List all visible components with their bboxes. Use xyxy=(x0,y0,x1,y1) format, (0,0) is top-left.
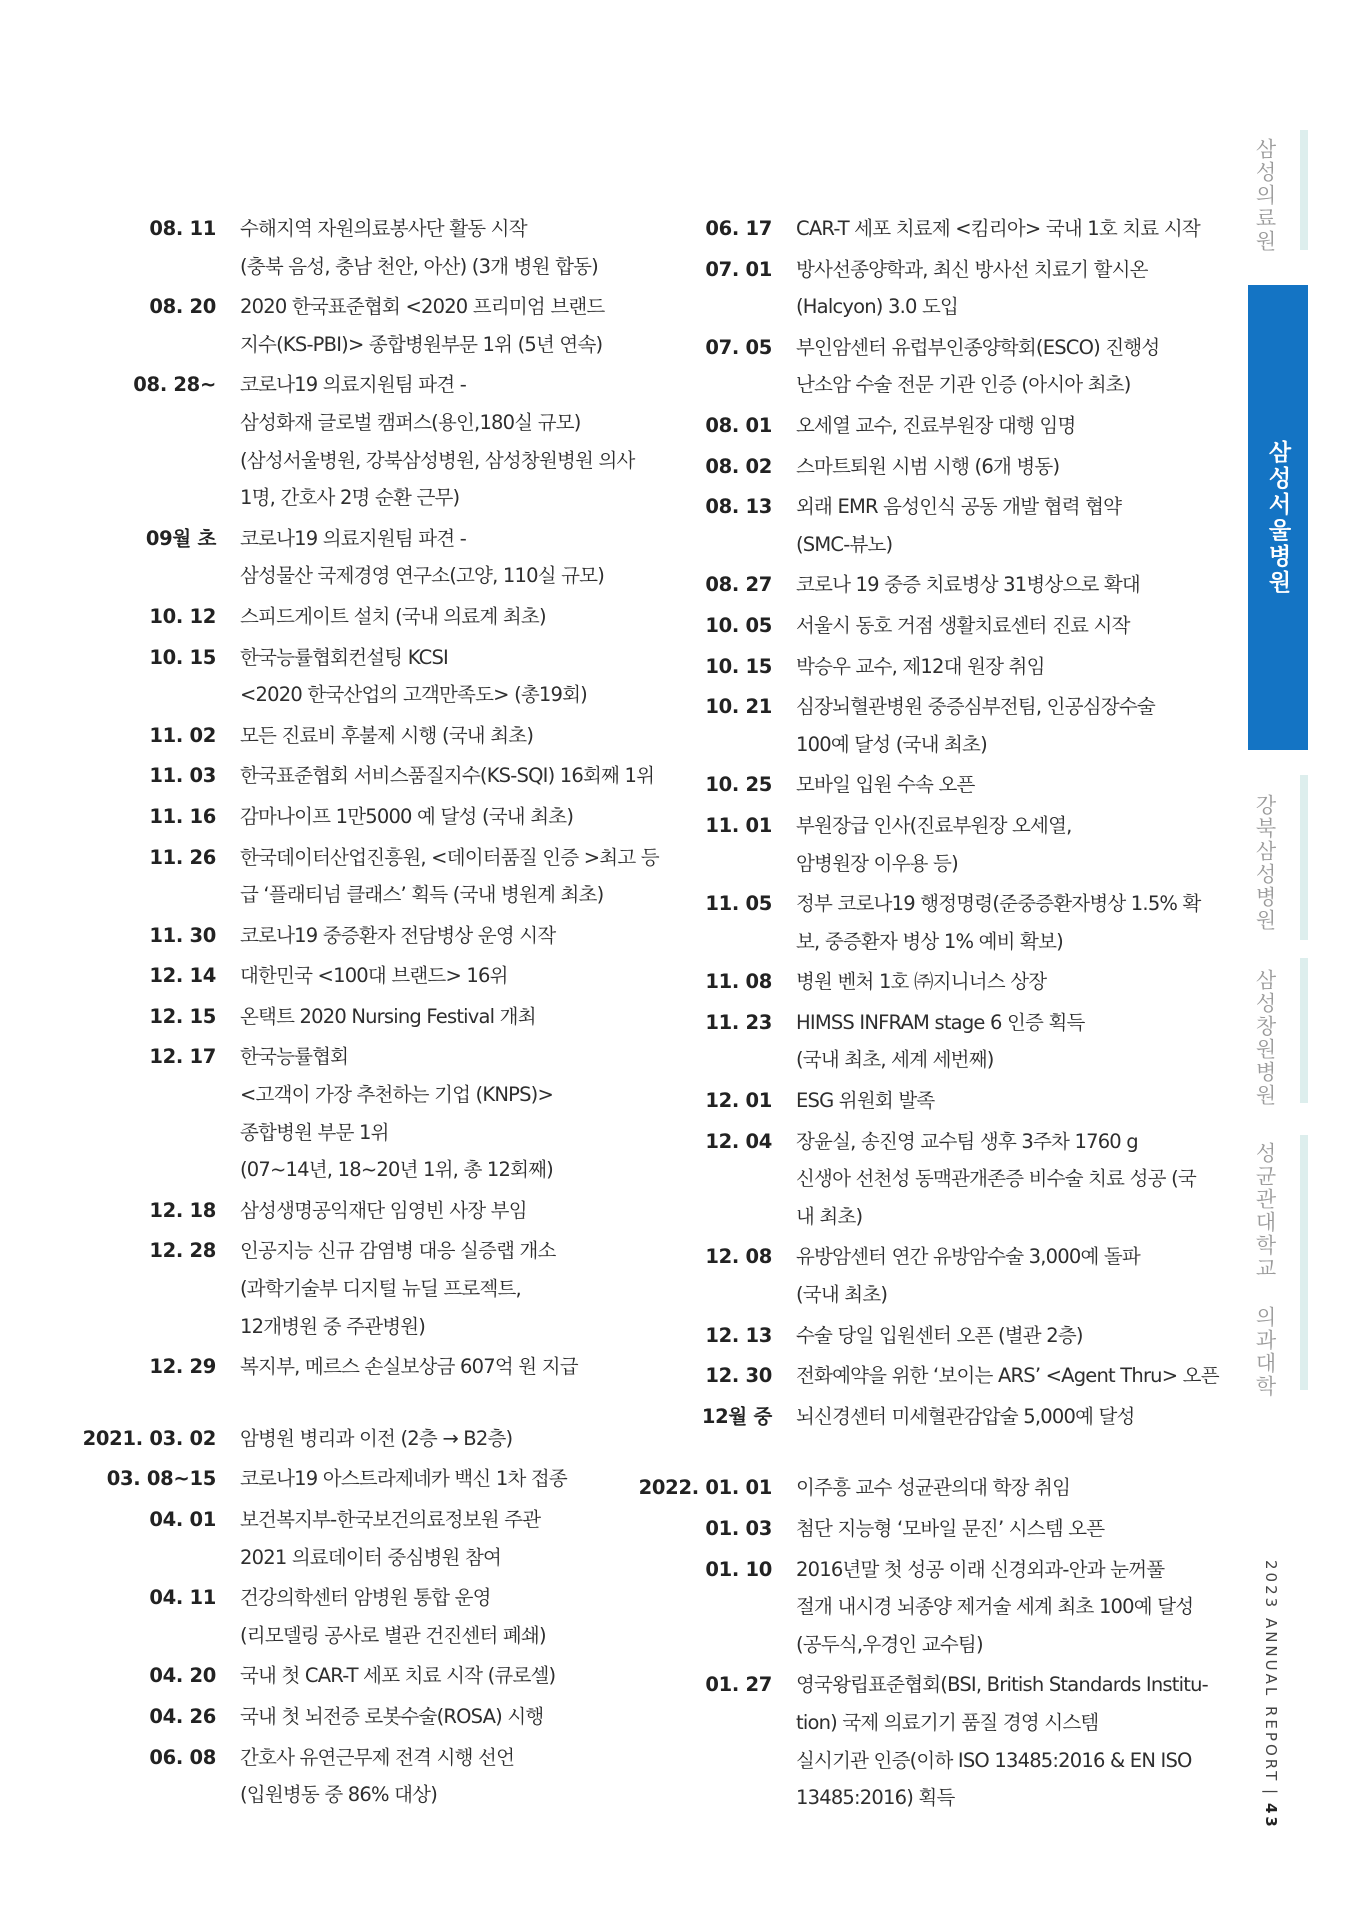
entry-description xyxy=(796,210,1200,248)
entry-line: (07~14년, 18~20년 1위, 총 12회째) xyxy=(240,1158,553,1182)
entry-date-text: 10. 05 xyxy=(705,613,772,637)
entry-date xyxy=(705,566,772,604)
entry-line: 100예 달성 (국내 최초) xyxy=(796,732,987,756)
entry-description xyxy=(796,448,1197,486)
entry-date xyxy=(639,1469,772,1507)
timeline-entry xyxy=(96,1038,616,1188)
entry-date-text: 03. 02 xyxy=(149,1426,216,1450)
entry-line: 급 ‘플래티넘 클래스’ 획득 (국내 병원계 최초) xyxy=(240,883,604,907)
timeline-entry xyxy=(652,210,1200,248)
timeline-entry xyxy=(96,917,616,955)
entry-date xyxy=(149,1739,216,1777)
entry-year: 2021. xyxy=(82,1426,143,1450)
timeline-entry xyxy=(96,366,635,516)
entry-date xyxy=(149,1657,216,1695)
entry-line: 정부 코로나19 행정명령(준중증환자병상 1.5% 확 xyxy=(796,892,1201,916)
entry-description xyxy=(240,1739,616,1814)
timeline-entry xyxy=(652,1398,1197,1436)
entry-date-text: 08. 28~ xyxy=(133,373,216,397)
entry-date xyxy=(705,1551,772,1589)
timeline-entry xyxy=(652,648,1197,686)
entry-description xyxy=(240,520,616,595)
tab-samsung-seoul-hospital[interactable]: 삼성서울병원 xyxy=(1264,439,1291,596)
entry-description xyxy=(240,1232,616,1345)
entry-description xyxy=(240,210,616,285)
entry-date-text: 04. 26 xyxy=(149,1704,216,1728)
entry-line: 절개 내시경 뇌종양 제거술 세계 최초 100예 달성 xyxy=(796,1595,1194,1619)
entry-date xyxy=(705,688,772,726)
entry-date-text: 04. 01 xyxy=(149,1508,216,1531)
entry-line: 수술 당일 입원센터 오픈 (별관 2층) xyxy=(796,1323,1083,1347)
entry-line: 국내 첫 뇌전증 로봇수술(ROSA) 시행 xyxy=(240,1704,544,1728)
timeline-entry xyxy=(96,1698,616,1736)
entry-date-text: 12. 29 xyxy=(149,1355,216,1379)
entry-date xyxy=(705,1317,772,1355)
entry-line: 종합병원 부문 1위 xyxy=(240,1120,389,1144)
tab-bar-kangbuk xyxy=(1300,775,1308,940)
entry-line: <2020 한국산업의 고객만족도> (총19회) xyxy=(240,683,587,707)
entry-line: HIMSS INFRAM stage 6 인증 획득 xyxy=(796,1010,1085,1034)
entry-description xyxy=(240,717,616,755)
entry-line: 뇌신경센터 미세혈관감압술 5,000예 달성 xyxy=(796,1404,1135,1428)
entry-line: 병원 벤처 1호 ㈜지니너스 상장 xyxy=(796,970,1047,994)
entry-line: 부원장급 인사(진료부원장 오세열, xyxy=(796,813,1072,837)
entry-date xyxy=(149,598,216,636)
entry-line: 인공지능 신규 감염병 대응 실증랩 개소 xyxy=(240,1239,556,1263)
entry-date-text: 03. 08~15 xyxy=(106,1467,216,1491)
entry-description xyxy=(240,957,616,995)
entry-line: (국내 최초, 세계 세번째) xyxy=(796,1048,994,1072)
entry-line: (삼성서울병원, 강북삼성병원, 삼성창원병원 의사 xyxy=(240,448,635,472)
entry-date xyxy=(149,1698,216,1736)
timeline-entry xyxy=(82,1420,616,1458)
entry-date-text: 01. 03 xyxy=(705,1517,772,1540)
timeline-entry xyxy=(652,1123,1197,1236)
timeline-entry xyxy=(652,251,1197,326)
entry-date xyxy=(705,1123,772,1161)
entry-line: 박승우 교수, 제12대 원장 취임 xyxy=(796,654,1045,678)
entry-date-text: 10. 12 xyxy=(149,604,216,628)
entry-line: 암병원 병리과 이전 (2층 → B2층) xyxy=(240,1426,513,1450)
entry-line: 실시기관 인증(이하 ISO 13485:2016 & EN ISO xyxy=(796,1748,1192,1772)
entry-description xyxy=(796,488,1197,563)
timeline-entry xyxy=(96,639,616,714)
entry-date-text: 09월 초 xyxy=(145,526,216,550)
entry-line: 영국왕립표준협회(BSI, British Standards Institu- xyxy=(796,1673,1208,1697)
entry-description xyxy=(240,1038,616,1188)
timeline-entry xyxy=(96,1657,616,1695)
entry-line: 스피드게이트 설치 (국내 의료계 최초) xyxy=(240,604,546,628)
page-footer-label xyxy=(1240,1560,1280,1830)
entry-description xyxy=(796,688,1197,763)
entry-description xyxy=(796,607,1197,645)
entry-date-text: 01. 10 xyxy=(705,1557,772,1581)
entry-description xyxy=(796,1666,1208,1816)
entry-line: 유방암센터 연간 유방암수술 3,000예 돌파 xyxy=(796,1245,1140,1269)
timeline-entry xyxy=(652,1004,1197,1079)
entry-date xyxy=(705,766,772,804)
entry-date-text: 12. 01 xyxy=(705,1089,772,1113)
entry-line: 간호사 유연근무제 전격 시행 선언 xyxy=(240,1745,515,1769)
timeline-right-column xyxy=(638,210,1219,1820)
timeline-entry xyxy=(638,1469,1197,1507)
entry-line: 삼성물산 국제경영 연구소(고양, 110실 규모) xyxy=(240,564,605,588)
entry-description xyxy=(240,1460,616,1498)
timeline-entry xyxy=(96,957,616,995)
entry-date-text: 12. 08 xyxy=(705,1245,772,1269)
entry-date-text: 11. 23 xyxy=(705,1010,772,1034)
entry-date-text: 11. 30 xyxy=(149,923,216,947)
entry-date-text: 12. 18 xyxy=(149,1198,216,1222)
footer-separator: | xyxy=(1262,1789,1280,1798)
entry-description xyxy=(240,1579,616,1654)
entry-date-text: 10. 15 xyxy=(705,654,772,678)
timeline-entry xyxy=(96,1460,616,1498)
entry-description xyxy=(796,885,1201,960)
entry-description xyxy=(796,1317,1197,1355)
timeline-entry xyxy=(96,598,616,636)
tab-skku-school-of-medicine[interactable]: 성균관대학교 의과대학 xyxy=(1253,1142,1277,1398)
timeline-entry xyxy=(652,1551,1197,1664)
entry-date-text: 11. 08 xyxy=(705,970,772,994)
tab-samsung-medical-center[interactable]: 삼성의료원 xyxy=(1253,137,1277,253)
timeline-entry xyxy=(652,885,1201,960)
entry-date xyxy=(702,1398,772,1436)
entry-date xyxy=(149,998,216,1036)
entry-description xyxy=(796,329,1197,404)
tab-kangbuk-samsung-hospital[interactable]: 강북삼성병원 xyxy=(1253,793,1277,932)
entry-date-text: 12. 15 xyxy=(149,1004,216,1028)
entry-date-text: 10. 21 xyxy=(705,695,772,719)
timeline-entry xyxy=(96,1501,616,1576)
entry-date xyxy=(149,839,216,877)
entry-line: 대한민국 <100대 브랜드> 16위 xyxy=(240,964,508,988)
entry-description xyxy=(796,566,1197,604)
entry-date xyxy=(705,210,772,248)
entry-line: 1명, 간호사 2명 순환 근무) xyxy=(240,486,460,510)
entry-line: 난소암 수술 전문 기관 인증 (아시아 최초) xyxy=(796,373,1131,397)
page-number: 43 xyxy=(1262,1803,1280,1831)
entry-line: 한국능률협회컨설팅 KCSI xyxy=(240,645,448,669)
entry-description xyxy=(796,1123,1197,1236)
entry-date xyxy=(149,717,216,755)
entry-line: 장윤실, 송진영 교수팀 생후 3주차 1760 g xyxy=(796,1129,1138,1153)
entry-line: 코로나19 중증환자 전담병상 운영 시작 xyxy=(240,923,556,947)
timeline-entry xyxy=(96,1232,616,1345)
entry-description xyxy=(796,1004,1197,1079)
entry-line: 오세열 교수, 진료부원장 대행 임명 xyxy=(796,413,1076,437)
entry-description xyxy=(240,1657,616,1695)
entry-line: 신생아 선천성 동맥관개존증 비수술 치료 성공 (국 xyxy=(796,1167,1196,1191)
entry-date xyxy=(705,407,772,445)
entry-line: 보건복지부-한국보건의료정보원 주관 xyxy=(240,1508,541,1531)
entry-line: 국내 첫 CAR-T 세포 치료 시작 (큐로셀) xyxy=(240,1664,556,1688)
entry-line: 모바일 입원 수속 오픈 xyxy=(796,773,975,797)
entry-date-text: 08. 02 xyxy=(705,454,772,478)
entry-line: 2021 의료데이터 중심병원 참여 xyxy=(240,1545,502,1569)
entry-line: 13485:2016) 획득 xyxy=(796,1786,955,1810)
timeline-entry xyxy=(652,329,1197,404)
timeline-left-column xyxy=(82,210,659,1817)
entry-line: (SMC-뷰노) xyxy=(796,532,893,556)
entry-line: 감마나이프 1만5000 예 달성 (국내 최초) xyxy=(240,804,574,828)
entry-date-text: 01. 27 xyxy=(705,1673,772,1697)
entry-date-text: 08. 20 xyxy=(149,295,216,319)
entry-date xyxy=(107,1460,216,1498)
entry-line: (입원병동 중 86% 대상) xyxy=(240,1783,438,1807)
entry-date-text: 11. 03 xyxy=(149,764,216,788)
entry-date-text: 12. 13 xyxy=(705,1323,772,1347)
entry-date xyxy=(149,1038,216,1076)
entry-line: 건강의학센터 암병원 통합 운영 xyxy=(240,1586,491,1610)
entry-line: 심장뇌혈관병원 중증심부전팀, 인공심장수술 xyxy=(796,695,1155,719)
entry-date-text: 11. 01 xyxy=(705,813,772,837)
entry-line: 이주흥 교수 성균관의대 학장 취임 xyxy=(796,1476,1071,1500)
tab-bar-changwon xyxy=(1300,958,1308,1103)
entry-date xyxy=(705,488,772,526)
entry-date-text: 11. 16 xyxy=(149,804,216,828)
entry-date xyxy=(83,1420,216,1458)
entry-line: 2016년말 첫 성공 이래 신경외과-안과 눈꺼풀 xyxy=(796,1557,1165,1581)
entry-date xyxy=(133,366,216,404)
entry-date xyxy=(149,917,216,955)
entry-description xyxy=(240,757,655,795)
entry-line: (리모델링 공사로 별관 건진센터 폐쇄) xyxy=(240,1623,546,1647)
entry-line: (과학기술부 디지털 뉴딜 프로젝트, xyxy=(240,1277,521,1301)
entry-date xyxy=(705,1357,772,1395)
entry-date-text: 12. 28 xyxy=(149,1239,216,1263)
entry-line: 삼성화재 글로벌 캠퍼스(용인,180실 규모) xyxy=(240,410,581,434)
entry-date-text: 12. 30 xyxy=(705,1364,772,1388)
entry-date-text: 08. 13 xyxy=(705,495,772,519)
timeline-entry xyxy=(96,839,659,914)
timeline-entry xyxy=(652,1082,1197,1120)
entry-line: CAR-T 세포 치료제 <킴리아> 국내 1호 치료 시작 xyxy=(796,217,1200,240)
entry-description xyxy=(240,598,616,636)
entry-date xyxy=(705,1510,772,1548)
entry-date xyxy=(149,1579,216,1617)
timeline-entry xyxy=(652,448,1197,486)
entry-line: 한국능률협회 xyxy=(240,1045,349,1069)
entry-line: <고객이 가장 추천하는 기업 (KNPS)> xyxy=(240,1083,554,1107)
timeline-entry xyxy=(652,607,1197,645)
entry-date xyxy=(149,1232,216,1270)
timeline-entry xyxy=(652,566,1197,604)
timeline-entry xyxy=(96,288,616,363)
entry-date-text: 04. 11 xyxy=(149,1586,216,1610)
entry-description xyxy=(796,1469,1197,1507)
timeline-entry xyxy=(652,488,1197,563)
entry-date-text: 12. 04 xyxy=(705,1129,772,1153)
timeline-entry xyxy=(652,1666,1208,1816)
timeline-entry xyxy=(652,1510,1197,1548)
entry-description xyxy=(240,288,616,363)
timeline-entry xyxy=(652,407,1197,445)
entry-description xyxy=(796,407,1197,445)
entry-date xyxy=(705,1004,772,1042)
timeline-entry xyxy=(96,1192,616,1230)
entry-line: 코로나19 아스트라제네카 백신 1차 접종 xyxy=(240,1467,567,1491)
entry-date-text: 10. 15 xyxy=(149,645,216,669)
entry-line: (Halcyon) 3.0 도입 xyxy=(796,295,959,319)
entry-description xyxy=(796,963,1197,1001)
timeline-entry xyxy=(652,1238,1197,1313)
entry-description xyxy=(240,917,616,955)
entry-date-text: 11. 05 xyxy=(705,892,772,916)
entry-date-text: 12. 14 xyxy=(149,964,216,988)
entry-date xyxy=(705,607,772,645)
entry-date xyxy=(149,1192,216,1230)
timeline-entry xyxy=(96,998,616,1036)
entry-date-text: 04. 20 xyxy=(149,1664,216,1688)
entry-line: 전화예약을 위한 ‘보이는 ARS’ <Agent Thru> 오픈 xyxy=(796,1364,1219,1388)
timeline-entry xyxy=(96,1348,616,1386)
entry-description xyxy=(240,1420,616,1458)
entry-date xyxy=(705,885,772,923)
entry-line: 방사선종양학과, 최신 방사선 치료기 할시온 xyxy=(796,257,1148,281)
entry-line: tion) 국제 의료기기 품질 경영 시스템 xyxy=(796,1710,1099,1734)
entry-date xyxy=(146,520,216,558)
tab-samsung-changwon-hospital[interactable]: 삼성창원병원 xyxy=(1253,969,1277,1107)
entry-line: 지수(KS-PBI)> 종합병원부문 1위 (5년 연속) xyxy=(240,332,603,356)
timeline-entry xyxy=(96,1739,616,1814)
entry-description xyxy=(240,639,616,714)
entry-date xyxy=(149,1348,216,1386)
entry-description xyxy=(240,366,635,516)
timeline-entry xyxy=(96,798,616,836)
timeline-entry xyxy=(652,1357,1219,1395)
entry-description xyxy=(796,1357,1219,1395)
entry-description xyxy=(240,1192,616,1230)
entry-line: 첨단 지능형 ‘모바일 문진’ 시스템 오픈 xyxy=(796,1517,1105,1540)
entry-line: (국내 최초) xyxy=(796,1283,888,1307)
timeline-entry xyxy=(96,210,616,285)
entry-date xyxy=(705,329,772,367)
entry-line: 보, 중증환자 병상 1% 예비 확보) xyxy=(796,929,1063,953)
entry-line: 삼성생명공익재단 임영빈 사장 부임 xyxy=(240,1198,527,1222)
entry-description xyxy=(796,1082,1197,1120)
entry-line: 내 최초) xyxy=(796,1204,863,1228)
entry-date xyxy=(149,798,216,836)
entry-line: (충북 음성, 충남 천안, 아산) (3개 병원 합동) xyxy=(240,254,598,278)
entry-date xyxy=(149,757,216,795)
entry-date-text: 11. 02 xyxy=(149,723,216,747)
entry-date xyxy=(149,288,216,326)
entry-description xyxy=(240,998,616,1036)
entry-description xyxy=(240,798,616,836)
entry-date xyxy=(705,251,772,289)
entry-line: 스마트퇴원 시범 시행 (6개 병동) xyxy=(796,454,1060,478)
entry-line: ESG 위원회 발족 xyxy=(796,1089,935,1113)
entry-description xyxy=(240,1698,616,1736)
tab-bar-samsung-medical-center xyxy=(1300,130,1308,250)
entry-date-text: 08. 11 xyxy=(149,217,216,240)
entry-line: 부인암센터 유럽부인종양학회(ESCO) 진행성 xyxy=(796,335,1160,359)
entry-line: 코로나19 의료지원팀 파견 - xyxy=(240,373,467,397)
report-title: 2023 ANNUAL REPORT xyxy=(1262,1560,1280,1784)
entry-date xyxy=(149,1501,216,1539)
entry-date-text: 11. 26 xyxy=(149,845,216,869)
entry-line: 12개병원 중 주관병원) xyxy=(240,1314,426,1338)
entry-date-text: 06. 17 xyxy=(705,217,772,240)
entry-description xyxy=(240,839,659,914)
entry-date xyxy=(705,1238,772,1276)
entry-date xyxy=(705,1082,772,1120)
entry-date xyxy=(705,1666,772,1704)
entry-date-text: 06. 08 xyxy=(149,1745,216,1769)
entry-description xyxy=(240,1501,616,1576)
timeline-entry xyxy=(652,807,1197,882)
timeline-entry xyxy=(96,1579,616,1654)
timeline-entry xyxy=(96,717,616,755)
entry-line: 모든 진료비 후불제 시행 (국내 최초) xyxy=(240,723,534,747)
entry-date xyxy=(149,210,216,248)
entry-description xyxy=(796,251,1197,326)
entry-description xyxy=(796,1510,1197,1548)
entry-line: 2020 한국표준협회 <2020 프리미엄 브랜드 xyxy=(240,295,605,319)
entry-date-text: 10. 25 xyxy=(705,773,772,797)
entry-description xyxy=(240,1348,616,1386)
entry-line: 온택트 2020 Nursing Festival 개최 xyxy=(240,1004,536,1028)
entry-description xyxy=(796,1551,1197,1664)
entry-date-text: 01. 01 xyxy=(705,1476,772,1500)
entry-description xyxy=(796,648,1197,686)
entry-line: 서울시 동호 거점 생활치료센터 진료 시작 xyxy=(796,613,1130,637)
entry-line: 한국데이터산업진흥원, <데이터품질 인증 >최고 등 xyxy=(240,845,659,869)
entry-date-text: 07. 01 xyxy=(705,257,772,281)
entry-line: (공두식,우경인 교수팀) xyxy=(796,1632,983,1656)
entry-date xyxy=(705,448,772,486)
entry-date xyxy=(705,648,772,686)
entry-date-text: 12. 17 xyxy=(149,1045,216,1069)
entry-date-text: 08. 27 xyxy=(705,573,772,597)
entry-date-text: 08. 01 xyxy=(705,413,772,437)
entry-line: 코로나 19 중증 치료병상 31병상으로 확대 xyxy=(796,573,1140,597)
timeline-entry xyxy=(96,757,655,795)
entry-line: 코로나19 의료지원팀 파견 - xyxy=(240,526,467,550)
entry-date xyxy=(705,807,772,845)
entry-line: 암병원장 이우용 등) xyxy=(796,851,958,875)
tab-bar-skku-medicine xyxy=(1300,1135,1308,1390)
entry-description xyxy=(796,766,1197,804)
entry-line: 수해지역 자원의료봉사단 활동 시작 xyxy=(240,217,527,240)
entry-date xyxy=(705,963,772,1001)
entry-date-text: 07. 05 xyxy=(705,335,772,359)
entry-line: 외래 EMR 음성인식 공동 개발 협력 협약 xyxy=(796,495,1122,519)
timeline-entry xyxy=(652,1317,1197,1355)
entry-year: 2022. xyxy=(638,1476,699,1500)
entry-description xyxy=(796,1238,1197,1313)
timeline-entry xyxy=(652,963,1197,1001)
entry-description xyxy=(796,807,1197,882)
entry-line: 복지부, 메르스 손실보상금 607억 원 지급 xyxy=(240,1355,578,1379)
entry-date-text: 12월 중 xyxy=(701,1404,772,1428)
entry-description xyxy=(796,1398,1197,1436)
timeline-entry xyxy=(652,766,1197,804)
entry-line: 한국표준협회 서비스품질지수(KS-SQI) 16회째 1위 xyxy=(240,764,655,788)
timeline-entry xyxy=(96,520,616,595)
entry-date xyxy=(149,639,216,677)
entry-date xyxy=(149,957,216,995)
timeline-entry xyxy=(652,688,1197,763)
